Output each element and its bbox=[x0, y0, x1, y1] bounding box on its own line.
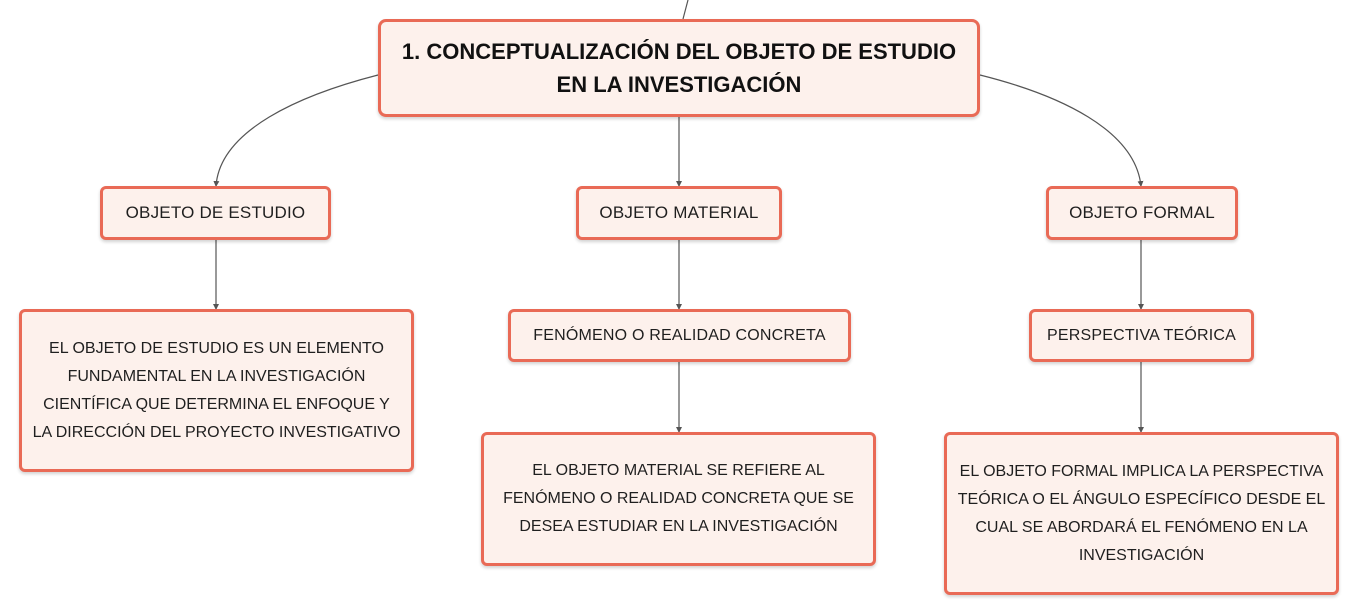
connector-parent-to-root bbox=[683, 0, 688, 19]
objeto-de-estudio-description: EL OBJETO DE ESTUDIO ES UN ELEMENTO FUNDAMENTAL EN LA INVESTIGACIÓN CIENTÍFICA QUE DETERMINA EL ENFOQUE Y LA DIRECCIÓN DEL PROYECTO INVESTIGATIVO bbox=[32, 339, 401, 441]
root-topic-node[interactable] bbox=[378, 19, 980, 117]
objeto-formal-description-node[interactable] bbox=[944, 432, 1339, 595]
connector-root-to-objeto-formal bbox=[980, 75, 1141, 186]
branch-objeto-formal-label: OBJETO FORMAL bbox=[1069, 203, 1215, 222]
objeto-material-description-node[interactable] bbox=[481, 432, 876, 566]
root-topic-line-2: EN LA INVESTIGACIÓN bbox=[556, 72, 802, 97]
objeto-material-description: EL OBJETO MATERIAL SE REFIERE AL FENÓMENO O REALIDAD CONCRETA QUE SE DESEA ESTUDIAR EN LA INVESTIGACIÓN bbox=[503, 462, 854, 535]
connector-root-to-objeto-de-estudio bbox=[216, 75, 378, 186]
branch-objeto-de-estudio-label: OBJETO DE ESTUDIO bbox=[125, 203, 306, 222]
subtopic-fenomeno-realidad-concreta[interactable] bbox=[508, 309, 851, 362]
subtopic-perspectiva-label: PERSPECTIVA TEÓRICA bbox=[1046, 326, 1237, 344]
root-topic-line-1: 1. CONCEPTUALIZACIÓN DEL OBJETO DE ESTUDIO bbox=[401, 39, 957, 64]
subtopic-perspectiva-teorica[interactable] bbox=[1029, 309, 1254, 362]
branch-objeto-material[interactable] bbox=[576, 186, 782, 240]
branch-objeto-de-estudio[interactable] bbox=[100, 186, 331, 240]
branch-objeto-formal[interactable] bbox=[1046, 186, 1238, 240]
objeto-de-estudio-description-node[interactable] bbox=[19, 309, 414, 472]
objeto-formal-description: EL OBJETO FORMAL IMPLICA LA PERSPECTIVA TEÓRICA O EL ÁNGULO ESPECÍFICO DESDE EL CUAL SE ABORDARÁ EL FENÓMENO EN LA INVESTIGACIÓN bbox=[957, 462, 1326, 564]
subtopic-fenomeno-label: FENÓMENO O REALIDAD CONCRETA bbox=[533, 326, 826, 344]
branch-objeto-material-label: OBJETO MATERIAL bbox=[599, 203, 759, 222]
